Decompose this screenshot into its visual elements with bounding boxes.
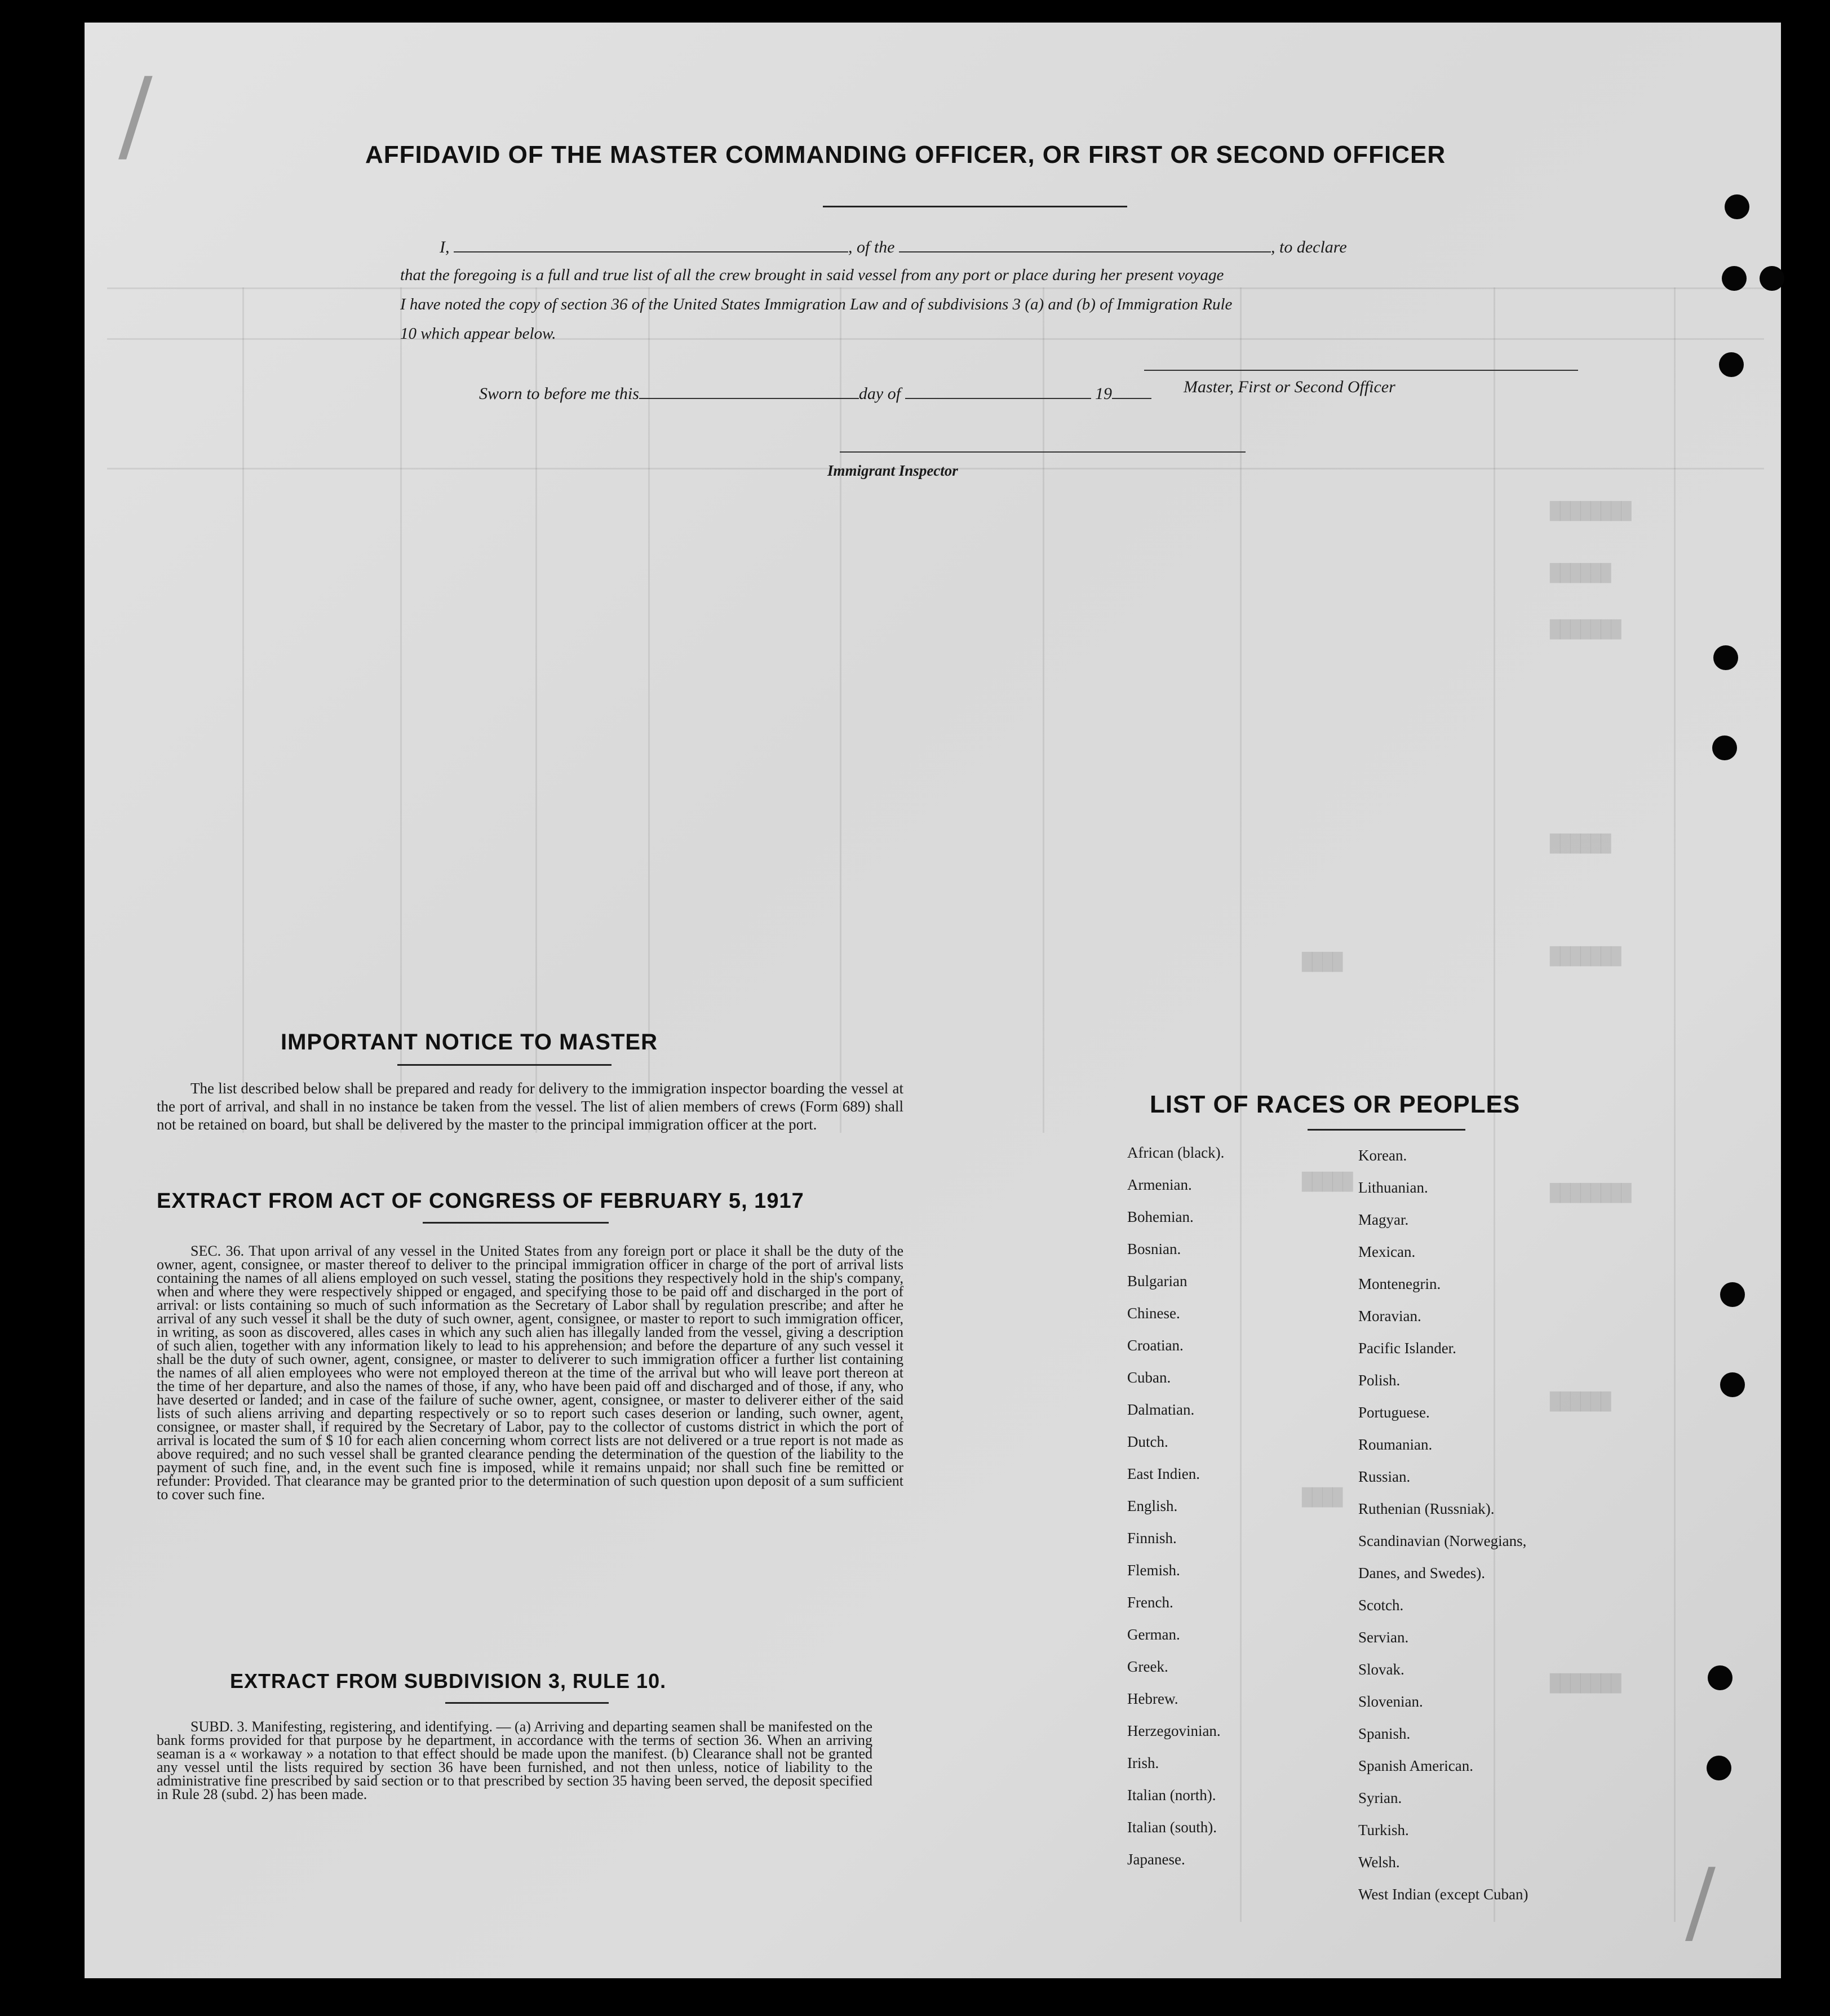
notice-text: The list described below shall be prepared and ready for delivery to the immigration inspector boarding the vessel at the port of arrival, and shall in no instance be taken from the vessel. The list of alien members of crews (Form 689) shall not be retained on board, but shall be delivered by the master to the principal immigration officer at the port. (157, 1080, 903, 1133)
race-item: Korean. (1358, 1147, 1407, 1164)
inspector-label: Immigrant Inspector (827, 462, 958, 479)
sworn-month-field[interactable] (905, 383, 1091, 399)
ghost-text: ████ (1302, 1488, 1343, 1508)
vessel-name-field[interactable] (899, 237, 1271, 252)
ghost-text: ███████ (1550, 620, 1621, 640)
punch-hole (1720, 1282, 1745, 1307)
punch-hole (1725, 194, 1749, 219)
sworn-label: Sworn to before me this (479, 384, 639, 403)
race-item: French. (1127, 1594, 1173, 1611)
sworn-day-field[interactable] (639, 383, 859, 399)
officer-name-field[interactable] (454, 237, 848, 252)
ghost-rule (242, 287, 244, 1133)
race-item: Armenian. (1127, 1176, 1192, 1193)
ghost-rule (107, 287, 1764, 289)
punch-hole (1708, 1665, 1732, 1690)
affidavit-line-3: I have noted the copy of section 36 of the United States Immigration Law and of subdivisions 3 (a) and (b) of Immigration Rule (400, 295, 1233, 313)
sworn-line (479, 383, 1151, 404)
race-item: Japanese. (1127, 1851, 1185, 1868)
race-item: Portuguese. (1358, 1404, 1430, 1421)
sworn-year-field[interactable] (1112, 383, 1151, 399)
punch-hole (1707, 1756, 1731, 1780)
act-title-rule (423, 1222, 609, 1224)
races-title: LIST OF RACES OR PEOPLES (1150, 1091, 1521, 1118)
race-item: Lithuanian. (1358, 1179, 1428, 1196)
race-item: Hebrew. (1127, 1690, 1178, 1707)
punch-hole (1720, 1372, 1745, 1397)
ghost-rule (840, 287, 841, 1133)
race-item: Dalmatian. (1127, 1401, 1195, 1418)
inspector-signature-line[interactable] (840, 437, 1246, 453)
race-item: East Indien. (1127, 1465, 1200, 1482)
race-item: Moravian. (1358, 1308, 1421, 1324)
punch-hole (1722, 266, 1747, 291)
ghost-rule (107, 338, 1764, 340)
race-item: Finnish. (1127, 1530, 1177, 1547)
race-item: Mexican. (1358, 1243, 1416, 1260)
edge-smudge: / (1685, 1849, 1716, 1954)
ghost-text: ███████ (1550, 947, 1621, 967)
ghost-text: ████ (1302, 952, 1343, 972)
race-item: Polish. (1358, 1372, 1401, 1389)
notice-title-rule (397, 1064, 612, 1066)
race-item: Bulgarian (1127, 1273, 1187, 1290)
race-item: Ruthenian (Russniak). (1358, 1500, 1495, 1517)
punch-hole (1713, 645, 1738, 670)
ghost-text: ███████ (1550, 1674, 1621, 1694)
subdivision-title: EXTRACT FROM SUBDIVISION 3, RULE 10. (230, 1669, 667, 1692)
race-item: Irish. (1127, 1754, 1159, 1771)
ghost-text: █████ (1302, 1172, 1353, 1192)
race-item: Chinese. (1127, 1305, 1180, 1322)
ghost-rule (648, 287, 650, 1133)
race-item: German. (1127, 1626, 1180, 1643)
ghost-text: ██████ (1550, 564, 1611, 583)
edge-smudge: / (118, 56, 153, 174)
race-item: Bosnian. (1127, 1240, 1181, 1257)
race-item: Herzegovinian. (1127, 1722, 1221, 1739)
race-item: Slovak. (1358, 1661, 1404, 1678)
subdivision-text: SUBD. 3. Manifesting, registering, and identifying. — (a) Arriving and departing seamen shall be manifested on the bank forms provided for that purpose by he department, in accordance with the terms of section 36. When an arriving seaman is a « workaway » a notation to that effect should be made upon the manifest. (b) Clearance shall not be granted any vessel until the lists required by section 36 have been furnished, and not then unless, notice of liability to the administrative fine prescribed by said section or to that prescribed by section 35 having been served, the deposit specified in Rule 28 (subd. 2) has been made. (157, 1718, 872, 1802)
ghost-rule (535, 287, 537, 1133)
affidavit-line-4: 10 which appear below. (400, 325, 556, 343)
punch-hole (1760, 266, 1784, 291)
ghost-text: ██████ (1550, 1392, 1611, 1412)
race-item: Scandinavian (Norwegians, (1358, 1532, 1527, 1549)
master-label: Master, First or Second Officer (1184, 378, 1395, 396)
race-item: Croatian. (1127, 1337, 1184, 1354)
race-item: Spanish American. (1358, 1757, 1473, 1774)
race-item: Scotch. (1358, 1597, 1404, 1614)
act-title: EXTRACT FROM ACT OF CONGRESS OF FEBRUARY 5, 1917 (157, 1189, 804, 1213)
race-item: Syrian. (1358, 1789, 1402, 1806)
race-item: Cuban. (1127, 1369, 1171, 1386)
race-item: Bohemian. (1127, 1208, 1194, 1225)
race-item: Spanish. (1358, 1725, 1411, 1742)
affidavit-declare-label: , to declare (1271, 238, 1347, 256)
punch-hole (1712, 735, 1737, 760)
affidavit-i-label: I, (440, 238, 450, 256)
affidavit-title-rule (823, 206, 1127, 207)
race-item: Slovenian. (1358, 1693, 1423, 1710)
race-item: Roumanian. (1358, 1436, 1433, 1453)
race-item: Dutch. (1127, 1433, 1168, 1450)
ghost-rule (1674, 287, 1676, 1922)
subdivision-title-rule (445, 1702, 609, 1704)
race-item: English. (1127, 1497, 1178, 1514)
race-item: Turkish. (1358, 1822, 1409, 1838)
race-item: Pacific Islander. (1358, 1340, 1456, 1357)
race-item: Flemish. (1127, 1562, 1180, 1579)
race-item: Servian. (1358, 1629, 1409, 1646)
race-item: Welsh. (1358, 1854, 1400, 1871)
race-item: Magyar. (1358, 1211, 1409, 1228)
ghost-text: ████████ (1550, 1184, 1632, 1203)
race-item: Russian. (1358, 1468, 1411, 1485)
punch-hole (1719, 352, 1744, 377)
affidavit-title: AFFIDAVID OF THE MASTER COMMANDING OFFICER, OR FIRST OR SECOND OFFICER (365, 141, 1446, 169)
document-sheet (85, 23, 1781, 1978)
master-signature-line[interactable] (1144, 355, 1578, 371)
race-item: African (black). (1127, 1144, 1225, 1161)
ghost-text: ████████ (1550, 502, 1632, 521)
act-text: SEC. 36. That upon arrival of any vessel in the United States from any foreign port or place it shall be the duty of the owner, agent, consignee, or master thereof to deliver to the principal immigration officer in charge of the port of arrival lists containing the names of all aliens employed on such vessel, stating the positions they respectively hold in the ship's company, when and where they were respectively shipped or engaged, and specifying those to be paid off and discharged in the port of arrival: or lists containing so much of such information as the Secretary of Labor shall by regulation prescribe; and after he arrival of any such vessel it shall be the duty of such owner, agent, consignee, or master to report to such immigration officer, in writing, as soon as discovered, alles cases in which any such alien has illegally landed from the vessel, giving a description of such alien, together with any information likely to lead to his apprehension; and before the departure of any such vessel it shall be the duty of such owner, agent, consignee, or master to deliverer to such immigration officer a further list containing the names of all alien employees who were not employed thereon at the time of the arrival but who will leave port thereon at the time of her departure, and also the names of those, if any, who have been paid off and discharged and of those, if any, who have deserted or landed; and in case of the failure of suche owner, agent, consignee, or master to deliverer either of the said lists of such aliens arriving and departing respectively or so to report such cases deserion or landing, such owner, agent, consignee, or master shall, if required by the Secretary of Labor, pay to the collector of customs district in which the port of arrival is located the sum of $ 10 for each alien concerning whom correct lists are not delivered or a true report is not made as above required; and no such vessel shall be granted clearance pending the determination of the question of the liability to the payment of such fine, and, in the event such fine is imposed, while it remains unpaid; nor shall such fine be remitted or refunder: Provided. That clearance may be granted prior to the determination of such question upon deposit of a sum sufficient to cover such fine. (157, 1243, 903, 1503)
day-of-label: day of (858, 384, 901, 403)
affidavit-line-1 (440, 237, 1347, 257)
ghost-rule (400, 287, 402, 1133)
races-column-2 (1358, 1147, 1528, 1918)
race-item: Greek. (1127, 1658, 1168, 1675)
race-item: West Indian (except Cuban) (1358, 1886, 1528, 1903)
race-item: Danes, and Swedes). (1358, 1565, 1485, 1581)
race-item: Montenegrin. (1358, 1275, 1441, 1292)
notice-title: IMPORTANT NOTICE TO MASTER (281, 1030, 658, 1054)
affidavit-line-2: that the foregoing is a full and true list of all the crew brought in said vessel from any port or place during her present voyage (400, 266, 1224, 284)
affidavit-of-the-label: , of the (848, 238, 895, 256)
race-item: Italian (south). (1127, 1819, 1217, 1836)
races-column-1 (1127, 1144, 1224, 1883)
year-prefix: 19 (1095, 384, 1113, 403)
ghost-rule (1043, 287, 1044, 1133)
ghost-text: ██████ (1550, 834, 1611, 854)
race-item: Italian (north). (1127, 1787, 1216, 1804)
races-title-rule (1308, 1129, 1465, 1131)
